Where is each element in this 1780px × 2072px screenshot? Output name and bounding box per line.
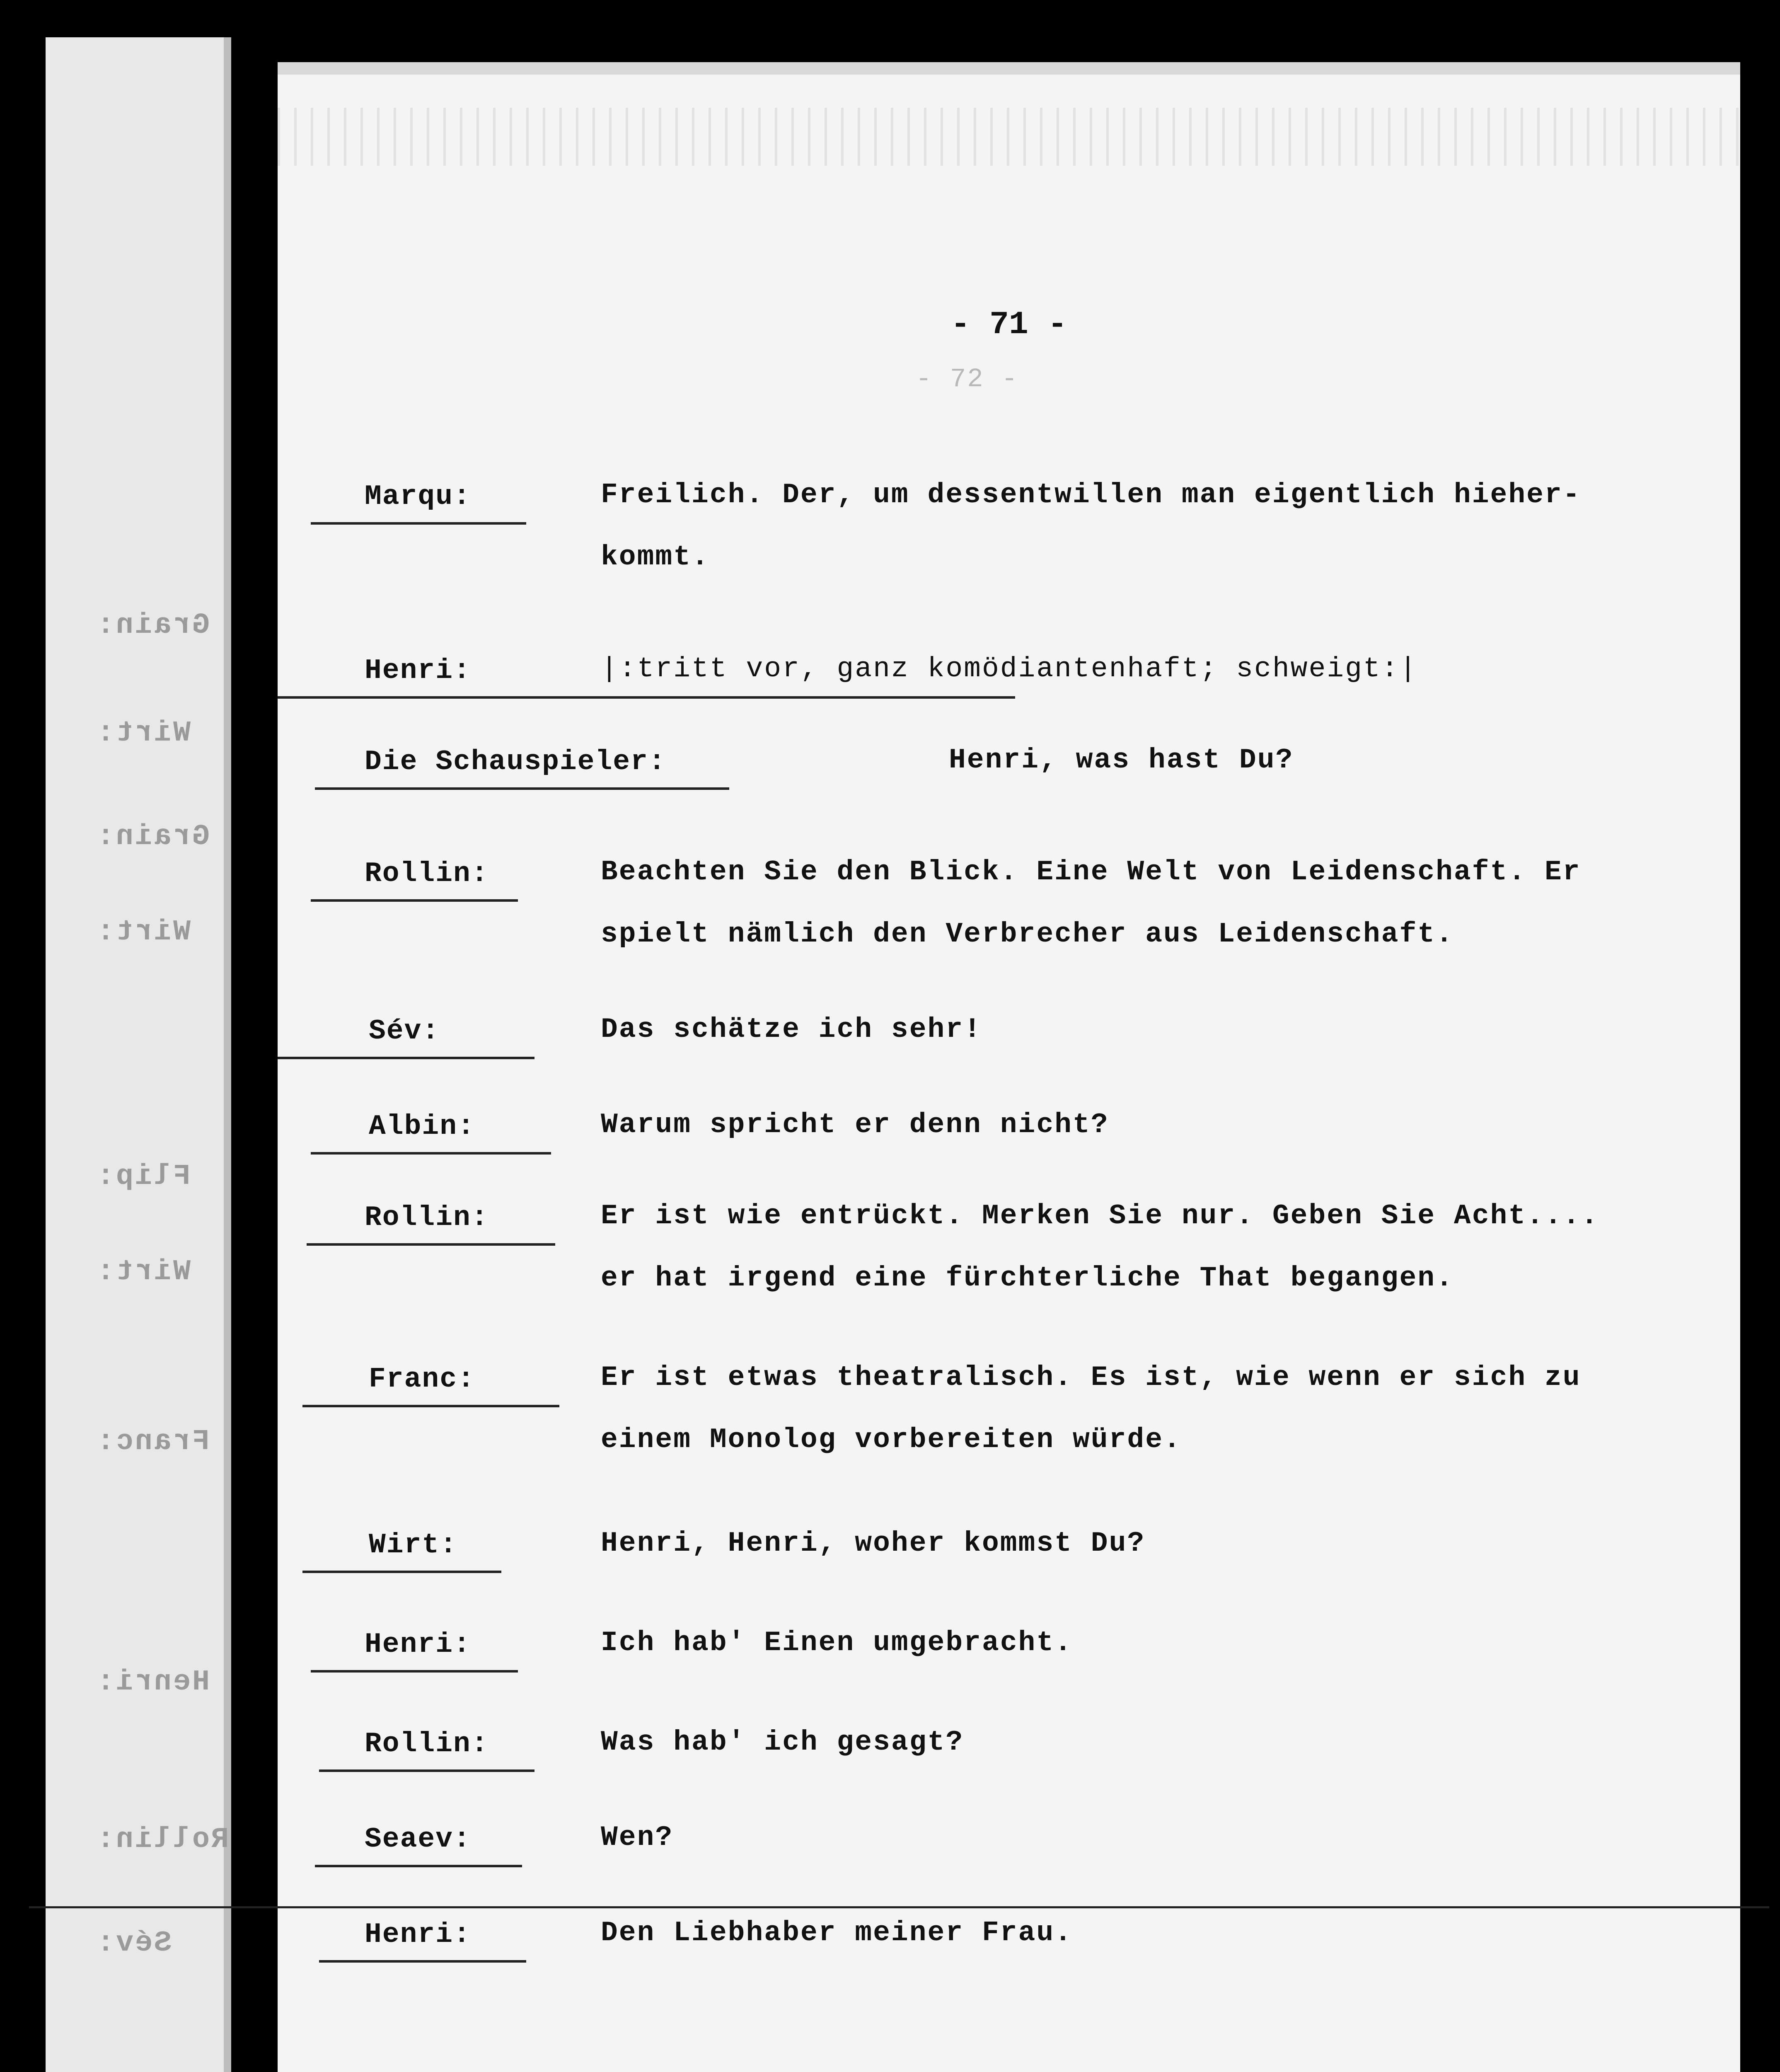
mirrored-speaker: Wirt: (95, 717, 191, 750)
speech-text: Den Liebhaber meiner Frau. (601, 1917, 1073, 1949)
speaker-underline (311, 899, 518, 902)
speech-line: Beachten Sie den Blick. Eine Welt von Leidenschaft. Er (601, 856, 1581, 888)
mirrored-speaker: Wirt: (95, 916, 191, 949)
speech-line: er hat irgend eine fürchterliche That begangen. (601, 1262, 1454, 1294)
speaker-name: Albin: (369, 1111, 475, 1143)
speech-text: Henri, was hast Du? (949, 744, 1294, 776)
speaker-underline (319, 1769, 534, 1772)
speech-text: Das schätze ich sehr! (601, 1014, 982, 1046)
bleed-through-noise (278, 108, 1740, 166)
speech-line: kommt. (601, 541, 710, 573)
speaker-underline (311, 522, 526, 525)
speech-text (601, 1347, 1581, 1471)
mirrored-speaker: Rollin: (95, 1823, 229, 1856)
speaker-underline (278, 1057, 534, 1059)
speech-text (601, 841, 1581, 966)
speaker-name: Rollin: (365, 1202, 489, 1234)
speaker-name: Seaev: (365, 1823, 471, 1855)
mirrored-speaker: Flip: (95, 1160, 191, 1193)
speech-line: einem Monolog vorbereiten würde. (601, 1424, 1182, 1456)
speech-line: Er ist wie entrückt. Merken Sie nur. Geben Sie Acht.... (601, 1200, 1599, 1232)
speech-text: Henri, Henri, woher kommst Du? (601, 1527, 1146, 1559)
speaker-name: Henri: (365, 1919, 471, 1951)
speaker-underline (311, 1152, 551, 1155)
speech-line: Freilich. Der, um dessentwillen man eigentlich hieher- (601, 479, 1581, 511)
speaker-name: Rollin: (365, 1728, 489, 1760)
speaker-underline (315, 787, 729, 790)
speaker-underline (315, 1865, 522, 1867)
mirrored-speaker: Sév: (95, 1927, 172, 1960)
mirrored-speaker: Henri: (95, 1666, 210, 1699)
mirrored-speaker: Grain: (95, 821, 210, 853)
mirrored-speaker: Wirt: (95, 1256, 191, 1288)
speaker-underline (319, 1960, 526, 1963)
speaker-underline (311, 1670, 518, 1673)
speaker-name: Franc: (369, 1363, 475, 1395)
speaker-name: Wirt: (369, 1529, 458, 1561)
typescript-page (278, 62, 1740, 2072)
speech-text (601, 464, 1581, 588)
stage-direction: |:tritt vor, ganz komödiantenhaft; schweigt:| (601, 653, 1418, 685)
speech-text: Warum spricht er denn nicht? (601, 1109, 1109, 1141)
speaker-name: Rollin: (365, 858, 489, 890)
mirrored-speaker: Franc: (95, 1426, 210, 1458)
speech-text (601, 1185, 1599, 1310)
speech-text: Wen? (601, 1822, 674, 1854)
speaker-name: Marqu: (365, 481, 471, 513)
page-number: - 71 - (950, 307, 1067, 343)
speaker-underline (307, 1243, 555, 1246)
speaker-underline (302, 1571, 501, 1573)
speaker-name: Henri: (365, 655, 471, 687)
mirrored-speaker: Grain: (95, 609, 210, 642)
ghost-page-number: - 72 - (916, 365, 1019, 395)
speaker-name: Sév: (369, 1015, 440, 1047)
speech-text: Ich hab' Einen umgebracht. (601, 1627, 1073, 1659)
speaker-name: Die Schauspieler: (365, 746, 666, 778)
speech-line: Er ist etwas theatralisch. Es ist, wie wenn er sich zu (601, 1362, 1581, 1394)
speech-text: Was hab' ich gesagt? (601, 1726, 964, 1758)
speaker-underline (302, 1405, 559, 1407)
speaker-name: Henri: (365, 1629, 471, 1661)
speech-line: spielt nämlich den Verbrecher aus Leidenschaft. (601, 918, 1454, 950)
previous-page-edge (46, 37, 231, 2072)
